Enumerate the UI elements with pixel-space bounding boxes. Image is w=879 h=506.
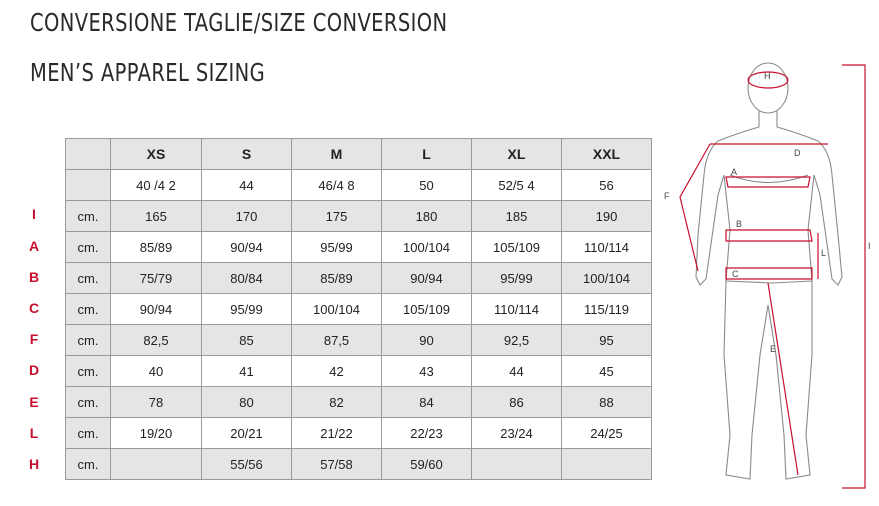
size-value-cell: 92,5 [472,325,562,356]
size-value-cell: 44 [472,356,562,387]
row-letter: B [28,268,40,285]
row-letter: E [29,393,39,410]
size-value-cell: 100/104 [382,232,472,263]
size-value-cell: 45 [562,356,652,387]
size-header-cell: S [202,139,292,170]
size-value-cell: 90/94 [382,263,472,294]
unit-cell: cm. [66,418,111,449]
size-value-cell: 115/119 [562,294,652,325]
size-value-cell: 46/4 8 [292,170,382,201]
size-value-cell: 90 [382,325,472,356]
size-value-cell [472,449,562,480]
size-value-cell: 95/99 [292,232,382,263]
size-value-cell: 100/104 [292,294,382,325]
row-letter: F [29,331,39,348]
size-value-cell: 19/20 [111,418,202,449]
table-row [66,387,652,418]
size-value-cell: 80 [202,387,292,418]
unit-cell: cm. [66,325,111,356]
size-value-cell: 95/99 [202,294,292,325]
size-value-cell: 40 [111,356,202,387]
size-value-cell: 85 [202,325,292,356]
chest-contour [730,175,808,183]
size-value-cell: 75/79 [111,263,202,294]
size-header-cell: XXL [562,139,652,170]
unit-cell: cm. [66,449,111,480]
inseam-line [768,283,798,475]
row-letter: I [32,206,36,223]
height-line [842,65,865,488]
body-measurement-figure [660,55,875,495]
unit-cell: cm. [66,201,111,232]
size-value-cell: 41 [202,356,292,387]
size-value-cell: 190 [562,201,652,232]
unit-cell: cm. [66,294,111,325]
size-value-cell: 90/94 [111,294,202,325]
size-value-cell: 88 [562,387,652,418]
size-value-cell: 180 [382,201,472,232]
size-value-cell: 86 [472,387,562,418]
size-value-cell: 24/25 [562,418,652,449]
torso-outline [696,127,842,285]
body-outline [696,63,842,479]
size-value-cell: 82 [292,387,382,418]
size-value-cell: 82,5 [111,325,202,356]
size-value-cell: 50 [382,170,472,201]
size-value-cell: 105/109 [472,232,562,263]
label-e: E [770,344,777,354]
size-value-cell: 40 /4 2 [111,170,202,201]
size-value-cell: 52/5 4 [472,170,562,201]
size-value-cell: 110/114 [562,232,652,263]
hip-line [726,268,812,279]
size-value-cell: 43 [382,356,472,387]
size-value-cell: 87,5 [292,325,382,356]
size-value-cell: 21/22 [292,418,382,449]
table-row [66,294,652,325]
row-letter: H [28,456,40,472]
size-value-cell [562,449,652,480]
page-title: CONVERSIONE TAGLIE/SIZE CONVERSION [30,8,448,37]
size-value-cell: 95 [562,325,652,356]
legs-outline [724,281,812,479]
label-a: A [731,167,738,177]
waist-line [726,230,812,241]
measurement-lines [680,65,865,488]
label-c: C [732,269,739,279]
size-value-cell: 100/104 [562,263,652,294]
size-value-cell: 23/24 [472,418,562,449]
size-value-cell: 165 [111,201,202,232]
size-value-cell: 85/89 [111,232,202,263]
size-value-cell [111,449,202,480]
page-subtitle: MEN’S APPAREL SIZING [30,58,266,87]
size-value-cell: 84 [382,387,472,418]
table-header-row [66,139,652,170]
table-row [66,356,652,387]
size-value-cell: 170 [202,201,292,232]
table-row [66,232,652,263]
unit-cell [66,170,111,201]
size-value-cell: 80/84 [202,263,292,294]
row-letter: A [28,237,40,254]
unit-cell: cm. [66,263,111,294]
size-value-cell: 78 [111,387,202,418]
row-letter: D [28,362,40,379]
size-value-cell: 85/89 [292,263,382,294]
label-d: D [794,148,801,158]
size-value-cell: 55/56 [202,449,292,480]
unit-cell: cm. [66,232,111,263]
size-header-cell: XS [111,139,202,170]
unit-cell: cm. [66,356,111,387]
row-letter: L [29,424,39,441]
size-value-cell: 22/23 [382,418,472,449]
size-value-cell: 105/109 [382,294,472,325]
size-value-cell: 110/114 [472,294,562,325]
size-value-cell: 44 [202,170,292,201]
size-value-cell: 56 [562,170,652,201]
label-i: I [868,241,871,251]
size-value-cell: 20/21 [202,418,292,449]
size-value-cell: 175 [292,201,382,232]
size-value-cell: 90/94 [202,232,292,263]
table-row [66,201,652,232]
label-h: H [764,71,771,81]
label-b: B [736,219,743,229]
header-corner-cell [66,139,111,170]
unit-cell: cm. [66,387,111,418]
row-letter: C [28,300,40,316]
table-row [66,418,652,449]
table-row [66,325,652,356]
size-header-cell: M [292,139,382,170]
size-value-cell: 59/60 [382,449,472,480]
label-l: L [821,248,827,258]
size-value-cell: 95/99 [472,263,562,294]
label-f: F [664,191,670,201]
table-row [66,449,652,480]
size-header-cell: L [382,139,472,170]
size-header-cell: XL [472,139,562,170]
table-row [66,170,652,201]
size-value-cell: 42 [292,356,382,387]
table-row [66,263,652,294]
size-value-cell: 57/58 [292,449,382,480]
size-conversion-table [65,138,652,480]
size-value-cell: 185 [472,201,562,232]
